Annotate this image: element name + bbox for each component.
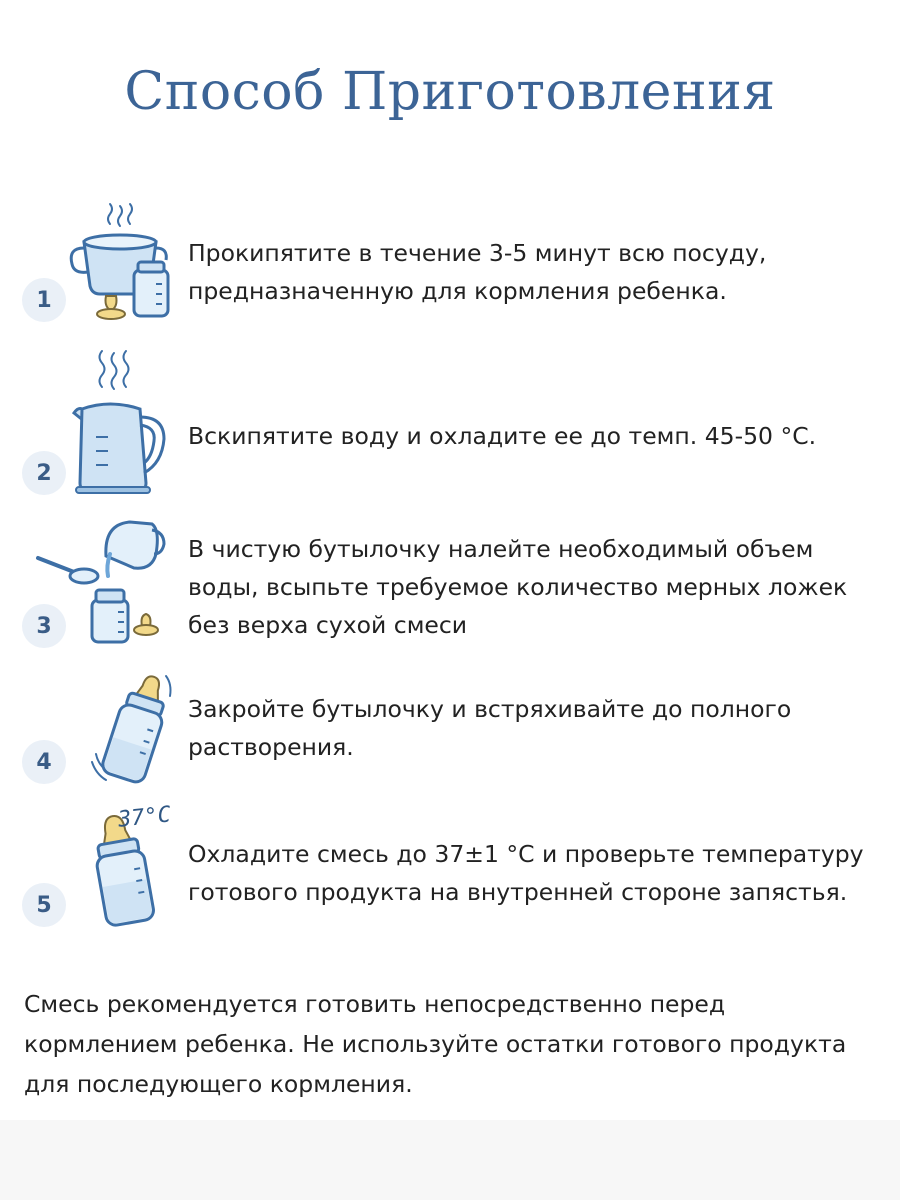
step-text-line: Закройте бутылочку и встряхивайте до полного — [188, 695, 792, 723]
step-2-text — [188, 417, 893, 455]
step-text-line: без верха сухой смеси — [188, 611, 468, 639]
step-text-line: готового продукта на внутренней стороне запястья. — [188, 878, 848, 906]
preparation-note — [24, 984, 884, 1104]
sterilize-dishes-icon — [64, 202, 184, 332]
step-text-line: воды, всыпьте требуемое количество мерных ложек — [188, 573, 848, 601]
step-5-text — [188, 835, 893, 911]
step-text-line: Охладите смесь до 37±1 °С и проверьте температуру — [188, 840, 864, 868]
step-text-line: Прокипятите в течение 3-5 минут всю посуду, — [188, 239, 767, 267]
page-title: Способ Приготовления — [124, 62, 776, 122]
step-text-line: предназначенную для кормления ребенка. — [188, 277, 727, 305]
note-line: для последующего кормления. — [24, 1070, 413, 1098]
step-2 — [0, 345, 900, 500]
note-line: кормлением ребенка. Не используйте остатки готового продукта — [24, 1030, 847, 1058]
step-3 — [0, 512, 900, 652]
temperature-label: 37°C — [116, 802, 173, 833]
step-3-text — [188, 530, 893, 644]
note-line: Смесь рекомендуется готовить непосредственно перед — [24, 990, 726, 1018]
step-number-badge: 1 — [22, 278, 66, 322]
step-number-badge: 3 — [22, 604, 66, 648]
shake-bottle-icon — [88, 670, 184, 798]
kettle-icon — [66, 347, 170, 501]
step-text-line: В чистую бутылочку налейте необходимый объем — [188, 535, 814, 563]
step-1-text — [188, 234, 893, 310]
step-number-badge: 4 — [22, 740, 66, 784]
pour-water-spoon-icon — [34, 514, 174, 654]
step-text-line: Вскипятите воду и охладите ее до темп. 45-50 °С. — [188, 422, 817, 450]
step-4 — [0, 668, 900, 798]
step-1 — [0, 200, 900, 330]
footer-band — [0, 1120, 900, 1200]
step-number-badge: 5 — [22, 883, 66, 927]
step-text-line: растворения. — [188, 733, 354, 761]
step-4-text — [188, 690, 893, 766]
step-number-badge: 2 — [22, 451, 66, 495]
step-5 — [0, 802, 900, 955]
